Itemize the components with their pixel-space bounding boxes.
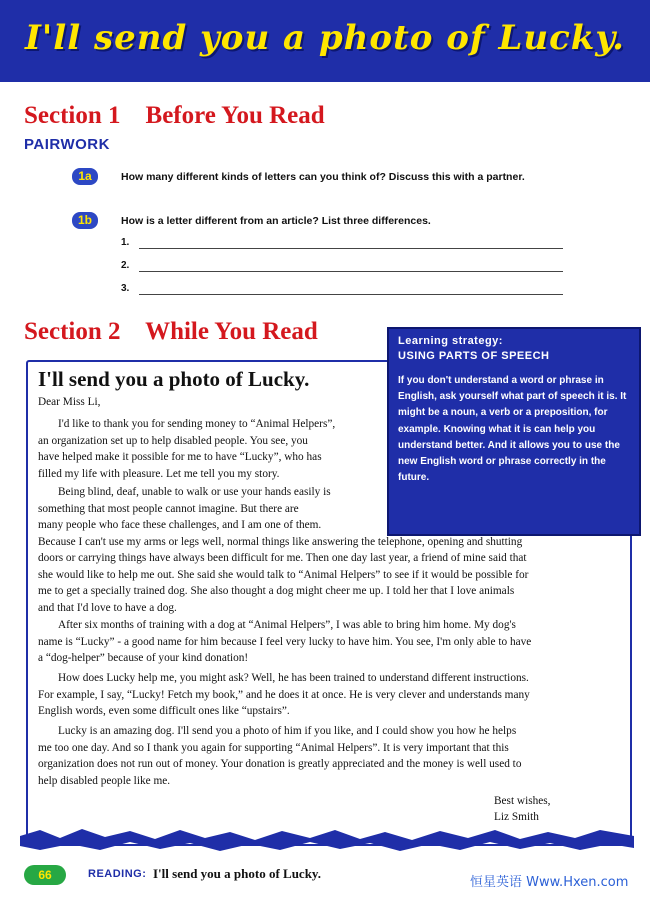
text-line: me too one day. And so I thank you again for supporting “Animal Helpers”. It is very important that this bbox=[38, 741, 509, 754]
site-watermark[interactable]: 恒星英语 Www.Hxen.com bbox=[470, 875, 629, 890]
text-line: Being blind, deaf, unable to walk or use your hands easily is bbox=[58, 486, 331, 498]
paragraph-1 bbox=[38, 416, 335, 482]
paragraph-2 bbox=[38, 484, 528, 616]
strategy-heading: Learning strategy: bbox=[398, 335, 503, 347]
text-line: How does Lucky help me, you might ask? Well, he has been trained to understand different instructions. bbox=[58, 672, 529, 684]
reading-label: READING: bbox=[88, 868, 147, 880]
strategy-subheading: USING PARTS OF SPEECH bbox=[398, 350, 550, 362]
answer-line-label: 3. bbox=[121, 283, 130, 294]
paragraph-4 bbox=[38, 670, 530, 720]
torn-edge-decoration bbox=[20, 826, 634, 854]
text-line: a “dog-helper” because of your kind donation! bbox=[38, 652, 249, 664]
text-line: help disabled people like me. bbox=[38, 774, 171, 787]
text-line: and that I'd love to have a dog. bbox=[38, 601, 177, 614]
article-title: I'll send you a photo of Lucky. bbox=[38, 367, 310, 391]
text-line: an organization set up to help disabled people. You see, you bbox=[38, 434, 308, 447]
answer-line-1[interactable] bbox=[121, 237, 129, 248]
section1-title: Section 1 Before You Read bbox=[24, 102, 325, 129]
question-1a: How many different kinds of letters can you think of? Discuss this with a partner. bbox=[121, 171, 525, 183]
strategy-body: If you don't understand a word or phrase in English, ask yourself what part of speech it is. It might be a noun, a verb or a preposition, for example. Knowing what it is can help you understand better. And it allows you to use the new English word or phrase correctly in the future. bbox=[398, 375, 627, 484]
text-line: Lucky is an amazing dog. I'll send you a photo of him if you like, and I could show you how he helps bbox=[58, 725, 517, 737]
text-line: name is “Lucky” - a good name for him because I feel very lucky to have him. You see, I'm only able to have bbox=[38, 635, 532, 648]
text-line: many people who face these challenges, and I am one of them. bbox=[38, 519, 322, 531]
text-line: Because I can't use my arms or legs well, normal things like answering the telephone, opening and shutting bbox=[38, 535, 523, 548]
text-line: English words, even some difficult ones like “upstairs”. bbox=[38, 705, 290, 717]
title-banner bbox=[0, 0, 650, 82]
pairwork-label: PAIRWORK bbox=[24, 136, 110, 153]
answer-line-label: 2. bbox=[121, 260, 130, 271]
footer-title: I'll send you a photo of Lucky. bbox=[153, 866, 321, 881]
salutation: Dear Miss Li, bbox=[38, 396, 101, 408]
badge-1b: 1b bbox=[72, 212, 98, 229]
text-line: me to get a specially trained dog. She also thought a dog might cheer me up. I told her that I love animals bbox=[38, 585, 515, 597]
paragraph-5 bbox=[38, 723, 521, 789]
text-line: organization does not run out of money. Your donation is greatly appreciated and the money is well used to bbox=[38, 758, 522, 770]
page-number: 66 bbox=[24, 865, 66, 885]
closing: Best wishes, bbox=[494, 795, 551, 807]
question-1b: How is a letter different from an article? List three differences. bbox=[121, 215, 431, 227]
text-line: have helped make it possible for me to have “Lucky”, who has bbox=[38, 451, 322, 463]
answer-line-label: 1. bbox=[121, 237, 130, 248]
page-title: I'll send you a photo of Lucky. bbox=[24, 18, 626, 58]
text-line: something that most people cannot imagine. But there are bbox=[38, 502, 299, 515]
text-line: For example, I say, “Lucky! Fetch my book,” and he does it at once. He is very clever and understands many bbox=[38, 688, 530, 701]
signature: Liz Smith bbox=[494, 811, 539, 823]
text-line: I'd like to thank you for sending money to “Animal Helpers”, bbox=[58, 418, 336, 430]
text-line: she would like to help me out. She said she would talk to “Animal Helpers” to see if it would be possible for bbox=[38, 568, 529, 581]
section2-title: Section 2 While You Read bbox=[24, 318, 318, 345]
text-line: doors or carrying things have always been difficult for me. Then one day last year, a friend of mine said that bbox=[38, 552, 527, 564]
badge-1a: 1a bbox=[72, 168, 98, 185]
text-line: filled my life with pleasure. Let me tell you my story. bbox=[38, 467, 280, 480]
text-line: After six months of training with a dog at “Animal Helpers”, I was able to bring him home. My dog's bbox=[58, 619, 516, 631]
answer-line-2[interactable] bbox=[121, 260, 129, 271]
paragraph-3 bbox=[38, 617, 531, 667]
answer-line-3[interactable] bbox=[121, 283, 129, 294]
